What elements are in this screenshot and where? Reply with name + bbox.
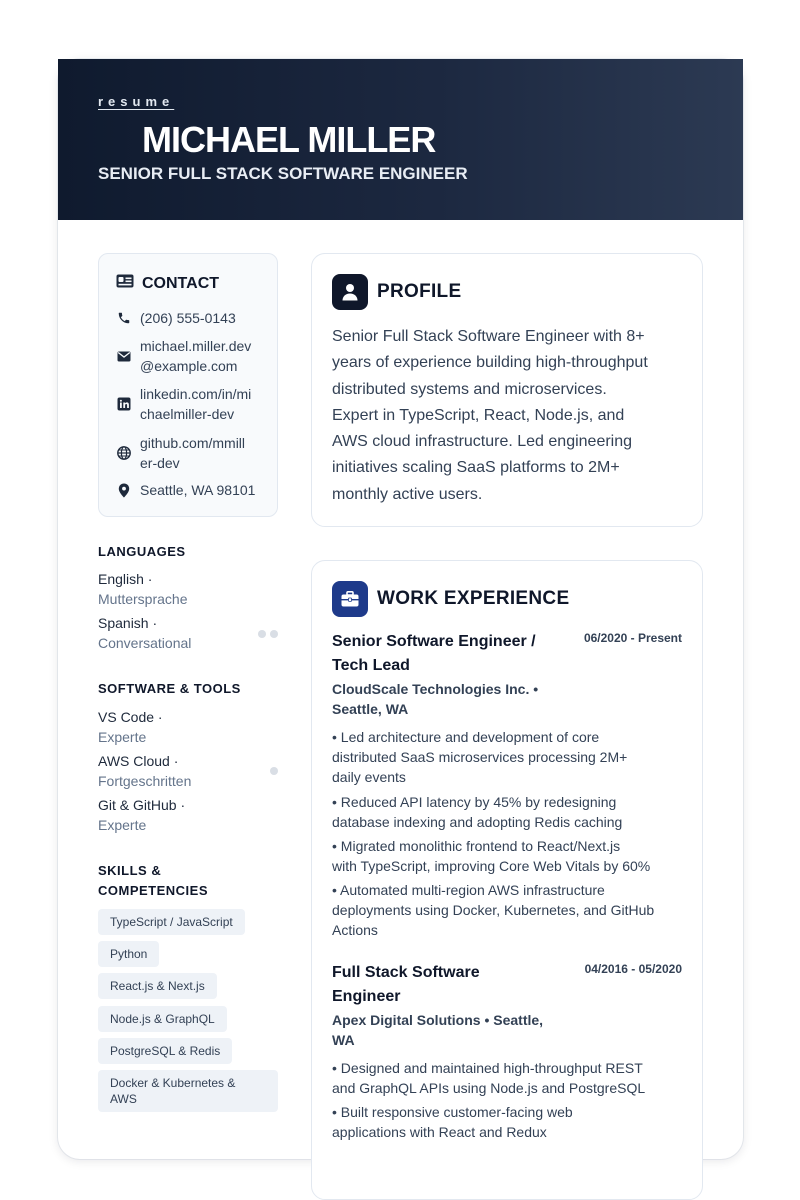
bullet-line: • Led architecture and development of core [332,729,600,745]
tool-name: Git & GitHub · [98,797,186,813]
profile-line: Senior Full Stack Software Engineer with 8+ [332,328,645,345]
profile-line: distributed systems and microservices. [332,380,607,398]
tool-level: Experte [98,729,147,745]
phone-icon [116,311,132,325]
profile-line: initiatives scaling SaaS platforms to 2M+ [332,459,620,477]
experience-heading [332,581,569,617]
linkedin-text [140,384,251,424]
github-text [140,433,245,473]
globe-icon [116,446,132,460]
contact-github[interactable] [116,433,245,473]
tool-name: AWS Cloud · [98,753,179,769]
job-title-line-1: Full Stack Software [332,964,480,981]
tool-level: Fortgeschritten [98,773,192,789]
tools-heading: SOFTWARE & TOOLS [98,681,241,696]
skills-heading-line-2: COMPETENCIES [98,883,209,898]
contact-heading-label: CONTACT [142,274,220,292]
email-line-2: @example.com [140,358,238,374]
skills-heading [98,861,278,901]
skill-chip: Node.js & GraphQL [98,1006,227,1032]
job-company-line-2: WA [332,1032,355,1048]
job-title [332,961,557,1009]
bullet-line: • Designed and maintained high-throughput REST [332,1060,643,1076]
candidate-name: MICHAEL MILLER [142,119,436,160]
bullet-line: database indexing and adopting Redis caching [332,814,623,830]
contact-linkedin[interactable] [116,384,251,424]
job-bullet [332,836,684,876]
skill-chip: React.js & Next.js [98,973,217,999]
bullet-line: Actions [332,922,378,938]
bullet-line: applications with React and Redux [332,1124,547,1140]
briefcase-icon [332,581,368,617]
resume-tag: resume [98,94,175,109]
linkedin-icon [116,397,132,411]
job-bullet [332,792,684,832]
language-name: English · [98,571,153,587]
job-title [332,630,557,678]
bullet-line: deployments using Docker, Kubernetes, and GitHub [332,902,655,918]
resume-header [58,59,743,220]
tool-name: VS Code · [98,709,163,725]
bullet-line: • Automated multi-region AWS infrastructure [332,882,605,898]
bullet-line: • Migrated monolithic frontend to React/Next.js [332,838,621,854]
profile-line: monthly active users. [332,485,483,503]
job-title-line-2: Engineer [332,988,401,1005]
map-pin-icon [116,483,132,498]
languages-heading: LANGUAGES [98,544,186,559]
linkedin-line-2: chaelmiller-dev [140,406,235,422]
github-line-2: er-dev [140,455,180,471]
skill-chip-line-1: Docker & Kubernetes & [110,1076,236,1090]
tool-level: Experte [98,817,147,833]
bullet-line: distributed SaaS microservices processing 2M+ [332,749,628,765]
job-date: 06/2020 - Present [583,631,682,645]
user-icon [332,274,368,310]
profile-line: AWS cloud infrastructure. Led engineering [332,433,633,451]
skill-chip: Python [98,941,159,967]
job-title-line-2: Tech Lead [332,657,410,674]
language-level: Conversational [98,635,192,651]
job-company-line-1: Apex Digital Solutions • Seattle, [332,1012,544,1028]
contact-email[interactable] [116,336,251,376]
candidate-title: SENIOR FULL STACK SOFTWARE ENGINEER [98,164,468,183]
skill-chip-line-2: AWS [110,1092,137,1106]
github-line-1: github.com/mmill [140,435,246,451]
resume-page [58,59,743,1159]
id-card-icon [116,274,134,293]
profile-card [311,253,703,527]
bullet-line: • Built responsive customer-facing web [332,1104,573,1120]
job-company [332,679,557,719]
language-name: Spanish · [98,615,158,631]
profile-heading [332,274,461,310]
skill-chip [98,1070,278,1112]
profile-line: years of experience building high-throughput [332,354,648,372]
profile-heading-label: PROFILE [377,281,462,302]
job-date: 04/2016 - 05/2020 [584,962,682,976]
level-dot [270,767,278,775]
skill-chip: TypeScript / JavaScript [98,909,245,935]
job-bullet [332,1058,684,1098]
job-company-line-2: Seattle, WA [332,701,409,717]
contact-phone[interactable] [116,308,236,328]
job-bullet [332,1102,684,1142]
bullet-line: with TypeScript, improving Core Web Vitals by 60% [332,858,651,874]
email-text [140,336,251,376]
job-company-line-1: CloudScale Technologies Inc. • [332,681,539,697]
contact-card [98,253,278,517]
job-bullet [332,727,684,787]
level-dot [270,630,278,638]
skills-heading-line-1: SKILLS & [98,863,162,878]
contact-location [116,480,255,500]
profile-summary [332,324,692,508]
job-company [332,1010,557,1050]
level-dot [258,630,266,638]
envelope-icon [116,351,132,362]
email-line-1: michael.miller.dev [140,338,252,354]
experience-heading-label: WORK EXPERIENCE [377,588,570,609]
language-level: Muttersprache [98,591,188,607]
job-title-line-1: Senior Software Engineer / [332,633,536,650]
bullet-line: daily events [332,769,406,785]
contact-heading [116,274,219,293]
experience-card [311,560,703,1200]
location-text: Seattle, WA 98101 [140,482,256,498]
linkedin-line-1: linkedin.com/in/mi [140,386,252,402]
bullet-line: • Reduced API latency by 45% by redesigning [332,794,617,810]
phone-text: (206) 555-0143 [140,310,236,326]
skill-chip: PostgreSQL & Redis [98,1038,232,1064]
bullet-line: and GraphQL APIs using Node.js and PostgreSQL [332,1080,646,1096]
job-bullet [332,880,684,940]
profile-line: Expert in TypeScript, React, Node.js, and [332,406,625,424]
